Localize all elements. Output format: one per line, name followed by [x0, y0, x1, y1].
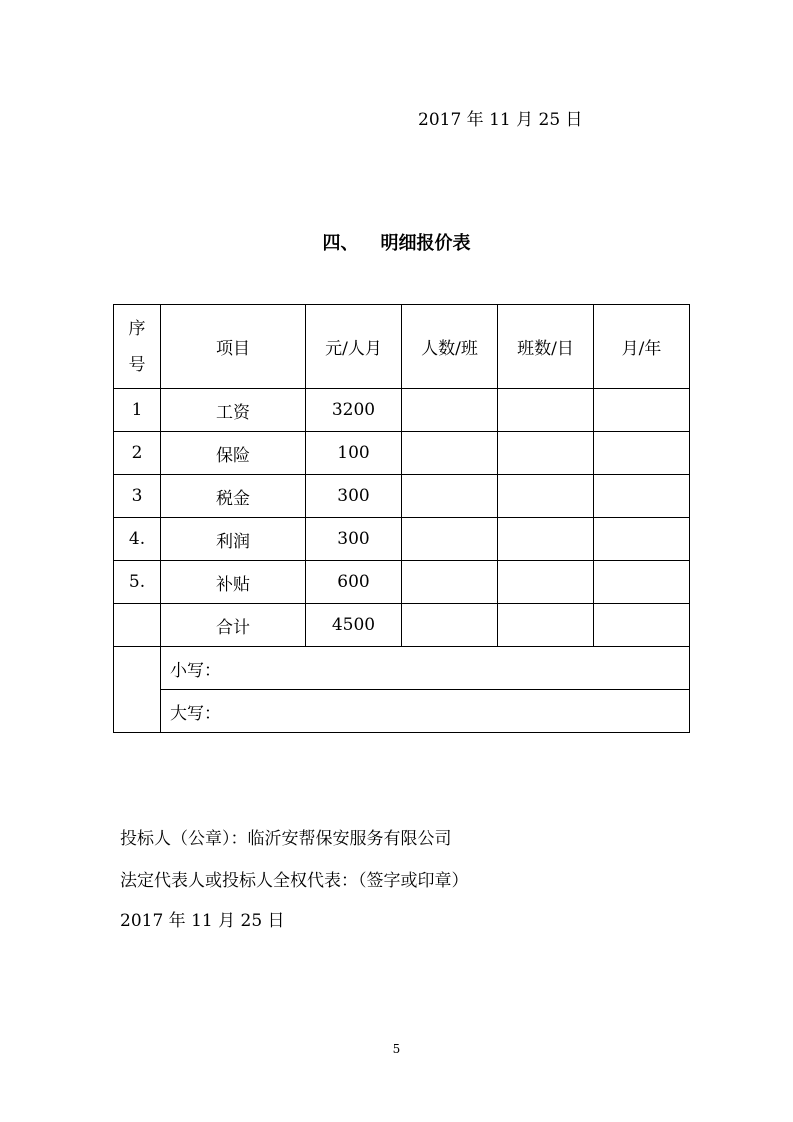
row-serial: 3	[114, 475, 161, 518]
header-period: 月/年	[594, 305, 690, 389]
section-number: 四、	[322, 233, 359, 254]
amount-uppercase-row	[114, 690, 690, 733]
row-people	[402, 561, 498, 604]
row-unit-price: 100	[306, 432, 402, 475]
row-period	[594, 561, 690, 604]
header-people: 人数/班	[402, 305, 498, 389]
row-people	[402, 389, 498, 432]
row-item: 补贴	[161, 561, 306, 604]
row-item: 工资	[161, 389, 306, 432]
amount-lowercase-label: 小写：	[161, 647, 690, 690]
table-header-row	[114, 305, 690, 389]
row-serial: 2	[114, 432, 161, 475]
row-serial: 1	[114, 389, 161, 432]
header-unit-price: 元/人月	[306, 305, 402, 389]
row-people	[402, 475, 498, 518]
row-shifts	[498, 561, 594, 604]
row-serial: 4.	[114, 518, 161, 561]
table-row	[114, 518, 690, 561]
section-title	[0, 229, 793, 255]
table-row	[114, 475, 690, 518]
row-unit-price: 300	[306, 475, 402, 518]
row-period	[594, 518, 690, 561]
row-item: 利润	[161, 518, 306, 561]
row-unit-price: 3200	[306, 389, 402, 432]
amount-uppercase-label: 大写：	[161, 690, 690, 733]
total-label: 合计	[161, 604, 306, 647]
footer-date: 2017 年 11 月 25 日	[120, 911, 285, 931]
total-row	[114, 604, 690, 647]
row-shifts	[498, 475, 594, 518]
row-shifts	[498, 432, 594, 475]
row-item: 税金	[161, 475, 306, 518]
total-period	[594, 604, 690, 647]
total-people	[402, 604, 498, 647]
row-unit-price: 600	[306, 561, 402, 604]
row-period	[594, 475, 690, 518]
header-item: 项目	[161, 305, 306, 389]
row-period	[594, 389, 690, 432]
amount-lowercase-row	[114, 647, 690, 690]
total-shifts	[498, 604, 594, 647]
row-item: 保险	[161, 432, 306, 475]
header-serial: 序 号	[114, 305, 161, 389]
section-title-text: 明细报价表	[380, 233, 471, 254]
quote-table	[113, 304, 690, 733]
total-value: 4500	[306, 604, 402, 647]
row-shifts	[498, 389, 594, 432]
header-shifts: 班数/日	[498, 305, 594, 389]
amount-blank-cell	[114, 647, 161, 733]
page-number: 5	[392, 1042, 401, 1056]
table-row	[114, 432, 690, 475]
row-unit-price: 300	[306, 518, 402, 561]
row-people	[402, 432, 498, 475]
table-row	[114, 389, 690, 432]
row-people	[402, 518, 498, 561]
total-serial	[114, 604, 161, 647]
representative-line: 法定代表人或投标人全权代表：（签字或印章）	[120, 871, 469, 891]
table-row	[114, 561, 690, 604]
top-date: 2017 年 11 月 25 日	[418, 110, 583, 130]
row-serial: 5.	[114, 561, 161, 604]
bidder-line: 投标人（公章）：临沂安帮保安服务有限公司	[120, 829, 452, 849]
row-period	[594, 432, 690, 475]
row-shifts	[498, 518, 594, 561]
